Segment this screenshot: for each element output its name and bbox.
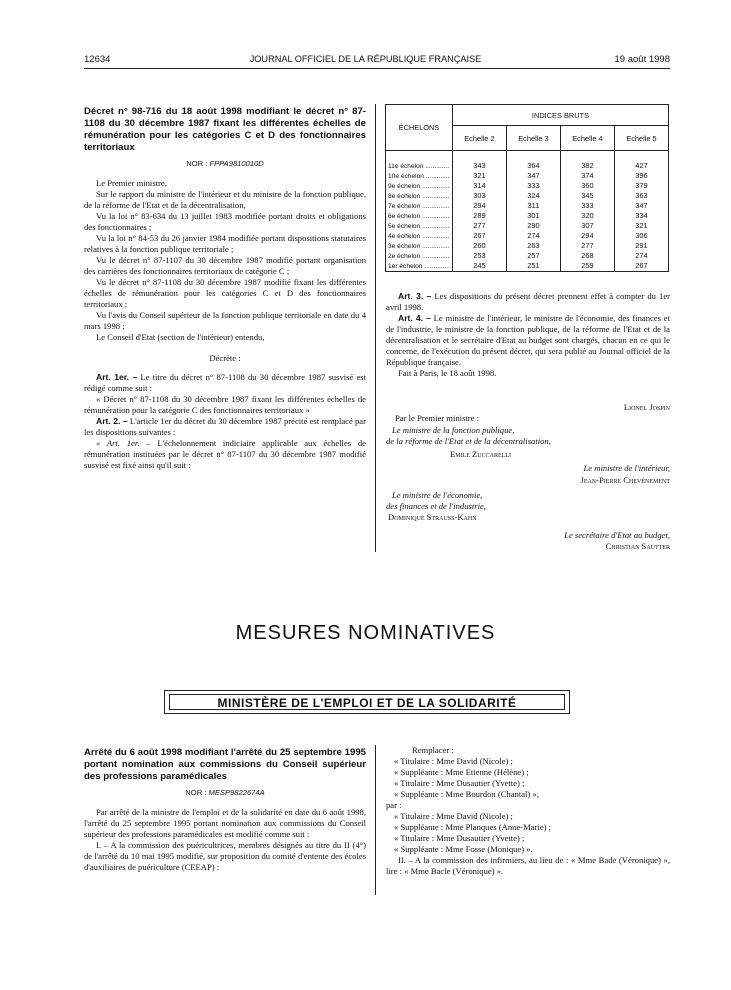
- visa-paragraph: Le Premier ministre,: [96, 178, 167, 188]
- article-2-text: L'article 1er du décret du 30 décembre 1987 précité est remplacé par les dispositions suivantes :: [84, 416, 366, 437]
- echelon-label: 11e échelon .............: [386, 151, 453, 172]
- index-value-cell: 311: [506, 201, 560, 211]
- arrete-body: [84, 807, 366, 873]
- list-item: « Titulaire : Mme David (Nicole) ;: [394, 811, 513, 821]
- list-item: « Suppléante : Mme Fosse (Monique) ».: [394, 844, 533, 854]
- index-value-cell: 274: [506, 231, 560, 241]
- header-rule: [84, 68, 670, 69]
- visa-paragraph: Vu la loi n° 83-634 du 13 juillet 1983 modifiée portant droits et obligations des fonctionnaires ;: [84, 211, 366, 232]
- visa-paragraph: Sur le rapport du ministre de l'intérieur et du ministre de la fonction publique, de la réforme de l'Etat et de la décentralisation,: [84, 189, 366, 210]
- index-value-cell: 382: [560, 151, 614, 172]
- article-2-quote-label: « Art. 1er. –: [96, 438, 151, 448]
- index-value-cell: 347: [506, 171, 560, 181]
- index-value-cell: 274: [614, 251, 668, 261]
- index-value-cell: 427: [614, 151, 668, 172]
- index-value-cell: 268: [560, 251, 614, 261]
- article-2: [84, 416, 366, 438]
- index-value-cell: 251: [506, 261, 560, 272]
- echelon-label: 3e échelon ...............: [386, 241, 453, 251]
- index-table-body: [386, 151, 669, 272]
- echelon-label: 4e échelon ...............: [386, 231, 453, 241]
- visa-paragraph: Vu le décret n° 87-1108 du 30 décembre 1987 modifié fixant les différentes échelles de rémunération pour les catégories C et D des fonctionnaires territoriaux ;: [84, 277, 366, 309]
- visa-paragraph: Vu la loi n° 84-53 du 26 janvier 1984 modifiée portant dispositions statutaires relatives à la fonction publique territoriale ;: [84, 233, 366, 254]
- section-title: MESURES NOMINATIVES: [235, 622, 496, 644]
- signature-fp-name: Emile Zuccarelli: [450, 449, 511, 459]
- index-value-cell: 345: [560, 191, 614, 201]
- echelon-label: 7e échelon ...............: [386, 201, 453, 211]
- visa-paragraph: Le Conseil d'Etat (section de l'intérieur) entendu,: [96, 332, 265, 342]
- arrete-item-1: I. – A la commission des puéricultrices, membres désignés au titre du II (4°) de l'arrêté du 10 mai 1995 modifié, sur proposition du comité d'entente des écoles d'auxiliaires de puériculture (CEEAP) :: [84, 840, 366, 872]
- decree-right-column: [386, 291, 670, 379]
- index-value-cell: 314: [452, 181, 506, 191]
- done-at: Fait à Paris, le 18 août 1998.: [398, 368, 497, 378]
- index-value-cell: 277: [560, 241, 614, 251]
- index-value-cell: 334: [614, 211, 668, 221]
- decree-nor: [84, 159, 366, 168]
- index-value-cell: 396: [614, 171, 668, 181]
- par-list: [386, 811, 670, 855]
- column-divider-bottom: [375, 745, 376, 895]
- index-value-cell: 290: [506, 221, 560, 231]
- decree-body: [84, 178, 366, 471]
- table-row: [386, 191, 669, 201]
- index-value-cell: 253: [452, 251, 506, 261]
- index-value-cell: 294: [452, 201, 506, 211]
- index-value-cell: 374: [560, 171, 614, 181]
- article-1-label: Art. 1er. –: [96, 372, 138, 382]
- nor-label: NOR :: [186, 159, 208, 168]
- table-row: [386, 171, 669, 181]
- index-table: [385, 104, 669, 272]
- list-item: « Suppléante : Mme Etienne (Hélène) ;: [394, 767, 529, 777]
- visa-paragraph: Vu le décret n° 87-1107 du 30 décembre 1987 modifié portant organisation des carrières des fonctionnaires territoriaux de catégorie C ;: [84, 255, 366, 276]
- table-row: [386, 181, 669, 191]
- decree-left-column: [84, 106, 366, 471]
- index-value-cell: 333: [560, 201, 614, 211]
- journal-title: JOURNAL OFFICIEL DE LA RÉPUBLIQUE FRANÇAISE: [249, 54, 482, 64]
- index-value-cell: 343: [452, 151, 506, 172]
- index-value-cell: 245: [452, 261, 506, 272]
- index-value-cell: 363: [614, 191, 668, 201]
- index-value-cell: 257: [506, 251, 560, 261]
- index-value-cell: 360: [560, 181, 614, 191]
- signature-eco-title-1: Le ministre de l'économie,: [392, 490, 483, 500]
- arrete-title: Arrêté du 6 août 1998 modifiant l'arrêté du 25 septembre 1995 portant nomination aux commissions du Conseil supérieur des professions paramédicales: [84, 747, 366, 782]
- list-item: « Titulaire : Mme David (Nicole) ;: [394, 756, 513, 766]
- index-value-cell: 324: [506, 191, 560, 201]
- article-3-label: Art. 3. –: [398, 291, 432, 301]
- arrete-right-column: [386, 745, 670, 877]
- index-value-cell: 307: [560, 221, 614, 231]
- echelon-label: 1er échelon ..............: [386, 261, 453, 272]
- column-header: Echelle 5: [614, 126, 668, 151]
- index-value-cell: 321: [614, 221, 668, 231]
- index-value-cell: 291: [614, 241, 668, 251]
- article-2-quote: [84, 438, 366, 471]
- list-item: « Suppléante : Mme Bourdon (Chantal) »,: [394, 789, 539, 799]
- echelon-label: 10e échelon .............: [386, 171, 453, 181]
- column-header: Echelle 4: [560, 126, 614, 151]
- page-number: 12634: [84, 54, 111, 65]
- article-2-quote-text: L'échelonnement indiciaire applicable aux échelles de rémunération instituées par le décret n° 87-1107 du 30 décembre 1987 modifié susvisé est fixé ainsi qu'il suit :: [84, 438, 366, 470]
- table-row: [386, 201, 669, 211]
- table-row: [386, 221, 669, 231]
- issue-date: 19 août 1998: [614, 54, 670, 65]
- list-item: « Titulaire : Mme Dusautier (Yvette) ;: [394, 833, 525, 843]
- nor-code: MESP9822674A: [208, 788, 265, 797]
- index-value-cell: 321: [452, 171, 506, 181]
- column-header: Echelle 3: [506, 126, 560, 151]
- index-value-cell: 289: [452, 211, 506, 221]
- column-divider: [375, 104, 376, 552]
- replace-list: [386, 756, 670, 800]
- nor-code: FPPA9810010D: [209, 159, 264, 168]
- signature-par-line: Par le Premier ministre :: [395, 413, 480, 423]
- article-1-text: Le titre du décret n° 87-1108 du 30 décembre 1987 susvisé est rédigé comme suit :: [84, 372, 367, 393]
- signature-fp-title-2: de la réforme de l'Etat et de la décentralisation,: [386, 436, 551, 446]
- list-item: « Suppléante : Mme Planques (Anne-Marie) ;: [394, 822, 552, 832]
- article-1-quote: « Décret n° 87-1108 du 30 décembre 1987 fixant les différentes échelles de rémunération pour la catégorie C des fonctionnaires territoriaux »: [84, 394, 366, 415]
- echelon-label: 9e échelon ...............: [386, 181, 453, 191]
- table-row: [386, 241, 669, 251]
- nor-label: NOR :: [185, 788, 207, 797]
- article-2-label: Art. 2. –: [96, 416, 128, 426]
- par-label: par :: [386, 800, 402, 810]
- table-row: [386, 251, 669, 261]
- index-value-cell: 333: [506, 181, 560, 191]
- arrete-left-column: [84, 747, 366, 873]
- visa-paragraph: Vu l'avis du Conseil supérieur de la fonction publique territoriale en date du 4 mars 1998 ;: [84, 310, 366, 331]
- article-4-label: Art. 4. –: [398, 313, 431, 323]
- signature-int-title: Le ministre de l'intérieur,: [583, 463, 670, 473]
- signature-prime-minister: Lionel Jospin: [623, 402, 670, 412]
- signature-eco-name: Dominique Strauss-Kahn: [388, 512, 477, 522]
- index-value-cell: 364: [506, 151, 560, 172]
- index-value-cell: 379: [614, 181, 668, 191]
- list-item: « Titulaire : Mme Dusautier (Yvette) ;: [394, 778, 525, 788]
- signature-budget-title: Le secrétaire d'Etat au budget,: [564, 530, 670, 540]
- echelon-label: 8e échelon ...............: [386, 191, 453, 201]
- index-value-cell: 263: [506, 241, 560, 251]
- article-4: [386, 313, 670, 368]
- ministry-box: [164, 690, 570, 714]
- arrete-nor: [84, 788, 366, 797]
- index-value-cell: 347: [614, 201, 668, 211]
- article-1: [84, 372, 366, 394]
- signature-eco-title-2: des finances et de l'industrie,: [386, 501, 486, 511]
- index-value-cell: 303: [452, 191, 506, 201]
- index-value-cell: 294: [560, 231, 614, 241]
- index-value-cell: 260: [452, 241, 506, 251]
- table-row: [386, 231, 669, 241]
- index-value-cell: 267: [452, 231, 506, 241]
- echelon-label: 6e échelon ...............: [386, 211, 453, 221]
- index-value-cell: 267: [614, 261, 668, 272]
- signature-int-name: Jean-Pierre Chevènement: [580, 475, 670, 485]
- ministry-title: MINISTÈRE DE L'EMPLOI ET DE LA SOLIDARITÉ: [169, 694, 565, 710]
- column-header: Echelle 2: [452, 126, 506, 151]
- article-3: [386, 291, 670, 313]
- table-row: [386, 211, 669, 221]
- index-value-cell: 306: [614, 231, 668, 241]
- arrete-item-2: II. – A la commission des infirmiers, au lieu de : « Mme Bade (Véronique) », lire : « Mme Bacle (Véronique) ».: [386, 855, 670, 876]
- replace-label: Remplacer :: [412, 745, 454, 755]
- decree-title: Décret n° 98-716 du 18 août 1998 modifiant le décret n° 87-1108 du 30 décembre 1987 fixant les différentes échelles de rémunération pour les catégories C et D des fonctionnaires territoriaux: [84, 106, 366, 153]
- index-value-cell: 259: [560, 261, 614, 272]
- table-row: [386, 261, 669, 272]
- table-row: [386, 151, 669, 172]
- col-group-header: INDICES BRUTS: [452, 105, 668, 126]
- index-value-cell: 277: [452, 221, 506, 231]
- index-value-cell: 301: [506, 211, 560, 221]
- signature-fp-title-1: Le ministre de la fonction publique,: [392, 425, 515, 435]
- index-value-cell: 320: [560, 211, 614, 221]
- decrete-line: Décrète :: [209, 353, 241, 363]
- echelon-label: 2e échelon ...............: [386, 251, 453, 261]
- article-4-text: Le ministre de l'intérieur, le ministre de l'économie, des finances et de l'industrie, le ministre de la fonction publique, de la réforme de l'Etat et de la décentralisation et le secrétaire d'Etat au budget sont chargés, chacun en ce qui le concerne, de l'exécution du présent décret, qui sera publié au Journal officiel de la République française.: [386, 313, 670, 367]
- arrete-intro: Par arrêté de la ministre de l'emploi et de la solidarité en date du 6 août 1998, l'arrêté du 25 septembre 1995 portant nomination aux commissions du Conseil supérieur des professions paramédicales est modifié comme suit :: [84, 807, 366, 839]
- col-echelons-header: ÉCHELONS: [386, 105, 453, 151]
- echelon-label: 5e échelon ...............: [386, 221, 453, 231]
- article-3-text: Les dispositions du présent décret prennent effet à compter du 1er avril 1998.: [386, 291, 671, 312]
- signature-budget-name: Christian Sautter: [605, 541, 670, 551]
